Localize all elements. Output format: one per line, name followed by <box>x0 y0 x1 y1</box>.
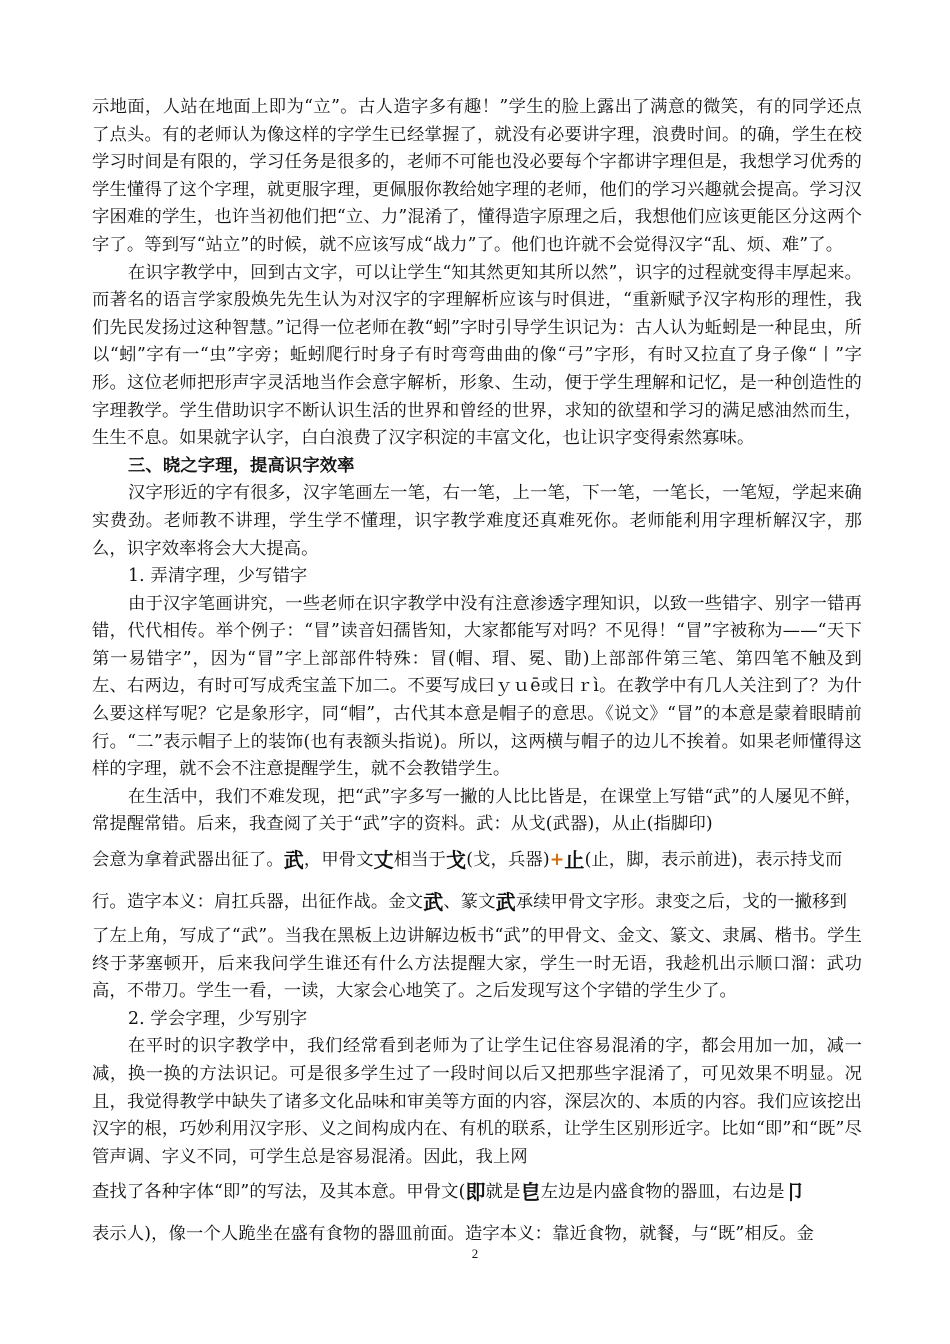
paragraph-5-part-a: 在生活中，我们不难发现，把“武”字多写一撇的人比比皆是，在课堂上写错“武”的人屡见不鲜，常提醒常错。后来，我查阅了关于“武”字的资料。武：从戈(武器)，从止(指脚印) <box>92 786 862 835</box>
text-run: 就是 <box>485 1182 521 1203</box>
ge-oracle-glyph-image: 戈 <box>446 848 467 873</box>
subheading-1: 1. 弄清字理，少写错字 <box>128 566 308 587</box>
paragraph-5-part-d: 了左上角，写成了“武”。当我在黑板上边讲解边板书“武”的甲骨文、金文、篆文、隶属、楷书。学生终于茅塞顿开，后来我问学生谁还有什么方法提醒大家，学生一时无语，我趁机出示顺口溜：武功高，不带刀。学生一看，一读，大家会心地笑了。之后发现写这个字错的学生少了。 <box>92 926 862 1002</box>
wu-seal-glyph-image: 武 <box>495 890 516 915</box>
page-number: 2 <box>471 1246 479 1261</box>
paragraph-7-part-a <box>92 1171 862 1213</box>
paragraph-5-part-b <box>92 839 862 881</box>
paragraph-1: 示地面，人站在地面上即为“立”。古人造字多有趣！”学生的脸上露出了满意的微笑，有的同学还点了点头。有的老师认为像这样的字学生已经掌握了，就没有必要讲字理，浪费时间。的确，学生在校学习时间是有限的，学习任务是很多的，老师不可能也没必要每个字都讲字理但是，我想学习优秀的学生懂得了这个字理，就更服字理，更佩服你教给她字理的老师，他们的学习兴趣就会提高。学习汉字困难的学生，也许当初他们把“立、力”混淆了，懂得造字原理之后，我想他们应该更能区分这两个字了。等到写“站立”的时候，就不应该写成“战力”了。他们也许就不会觉得汉字“乱、烦、难”了。 <box>92 97 862 255</box>
wu-oracle-glyph-image: 丈 <box>373 848 394 873</box>
text-run: 会意为拿着武器出征了。 <box>92 850 284 871</box>
wu-kaishu-glyph: 武 <box>283 848 304 873</box>
paragraph-2: 在识字教学中，回到古文字，可以让学生“知其然更知其所以然”，识字的过程就变得丰厚起来。而著名的语言学家殷焕先先生认为对汉字的字理解析应该与时俱进，“重新赋予汉字构形的理性，我们先民发扬过这种智慧。”记得一位老师在教“蚓”字时引导学生识记为：古人认为蚯蚓是一种昆虫，所以“蚓”字有一“虫”字旁；蚯蚓爬行时身子有时弯弯曲曲的像“弓”字形，有时又拉直了身子像“丨”字形。这位老师把形声字灵活地当作会意字解析，形象、生动，便于学生理解和记忆，是一种创造性的字理教学。学生借助识字不断认识生活的世界和曾经的世界，求知的欲望和学习的满足感油然而生，生生不息。如果就字认字，白白浪费了汉字积淀的丰富文化，也让识字变得索然寡味。 <box>92 262 862 449</box>
wu-bronze-glyph-image: 武 <box>423 890 444 915</box>
ji-oracle-glyph-image: 即 <box>465 1180 486 1205</box>
section-heading-3: 三、晓之字理，提高识字效率 <box>128 455 355 476</box>
paragraph-4: 由于汉字笔画讲究，一些老师在识字教学中没有注意渗透字理知识，以致一些错字、别字一错再错，代代相传。举个例子：“冒”读音妇孺皆知，大家都能写对吗？不见得！“冒”字被称为——“天下第一易错字”，因为“冒”字上部部件特殊：冒(帽、瑁、冕、勖)上部部件第三笔、第四笔不触及到左、右两边，有时可写成秃宝盖下加二。不要写成曰ｙｕē或日ｒì。在教学中有几人关注到了？为什么要这样写呢？它是象形字，同“帽”，古代其本意是帽子的意思。《说文》“冒”的本意是蒙着眼睛前行。“二”表示帽子上的装饰(也有表额头指说)。所以，这两横与帽子的边儿不挨着。如果老师懂得这样的字理，就不会不注意提醒学生，就不会教错学生。 <box>92 593 862 780</box>
text-run: 左边是内盛食物的器皿，右边是 <box>540 1182 785 1203</box>
text-run: 行。造字本义：肩扛兵器，出征作战。金文 <box>92 892 424 913</box>
paragraph-5-part-c <box>92 881 862 923</box>
document-page <box>92 94 862 1255</box>
paragraph-6: 在平时的识字教学中，我们经常看到老师为了让学生记住容易混淆的字，都会用加一加，减一减，换一换的方法识记。可是很多学生过了一段时间以后又把那些字混淆了，可见效果不明显。况且，我觉得教学中缺失了诸多文化品味和审美等方面的内容，深层次的、本质的内容。我们应该挖出汉字的根，巧妙利用汉字形、义之间构成内在、有机的联系，让学生区别形近字。比如“即”和“既”尽管声调、字义不同，可学生总是容易混淆。因此，我上网 <box>92 1036 862 1167</box>
ren-kneeling-glyph-image: 卩 <box>784 1180 805 1205</box>
plus-sign: + <box>549 850 565 871</box>
paragraph-7-part-b: 表示人)，像一个人跪坐在盛有食物的器皿前面。造字本义：靠近食物，就餐，与“既”相反。金 <box>92 1224 815 1245</box>
text-run: (止，脚，表示前进)，表示持戈而 <box>584 850 843 871</box>
subheading-2: 2. 学会字理，少写别字 <box>128 1008 308 1029</box>
zhi-oracle-glyph-image: 止 <box>564 848 585 873</box>
text-run: 、篆文 <box>443 892 496 913</box>
text-run: 承续甲骨文字形。隶变之后，戈的一撇移到 <box>515 892 848 913</box>
paragraph-3: 汉字形近的字有很多，汉字笔画左一笔，右一笔，上一笔，下一笔，一笔长，一笔短，学起来确实费劲。老师教不讲理，学生学不懂理，识字教学难度还真难死你。老师能利用字理析解汉字，那么，识字效率将会大大提高。 <box>92 483 862 559</box>
text-run: 查找了各种字体“即”的写法，及其本意。甲骨文( <box>92 1182 466 1203</box>
text-run: (戈，兵器) <box>466 850 550 871</box>
gui-vessel-glyph-image: 皀 <box>520 1180 541 1205</box>
text-run: ，甲骨文 <box>303 850 374 871</box>
text-run: 相当于 <box>393 850 447 871</box>
